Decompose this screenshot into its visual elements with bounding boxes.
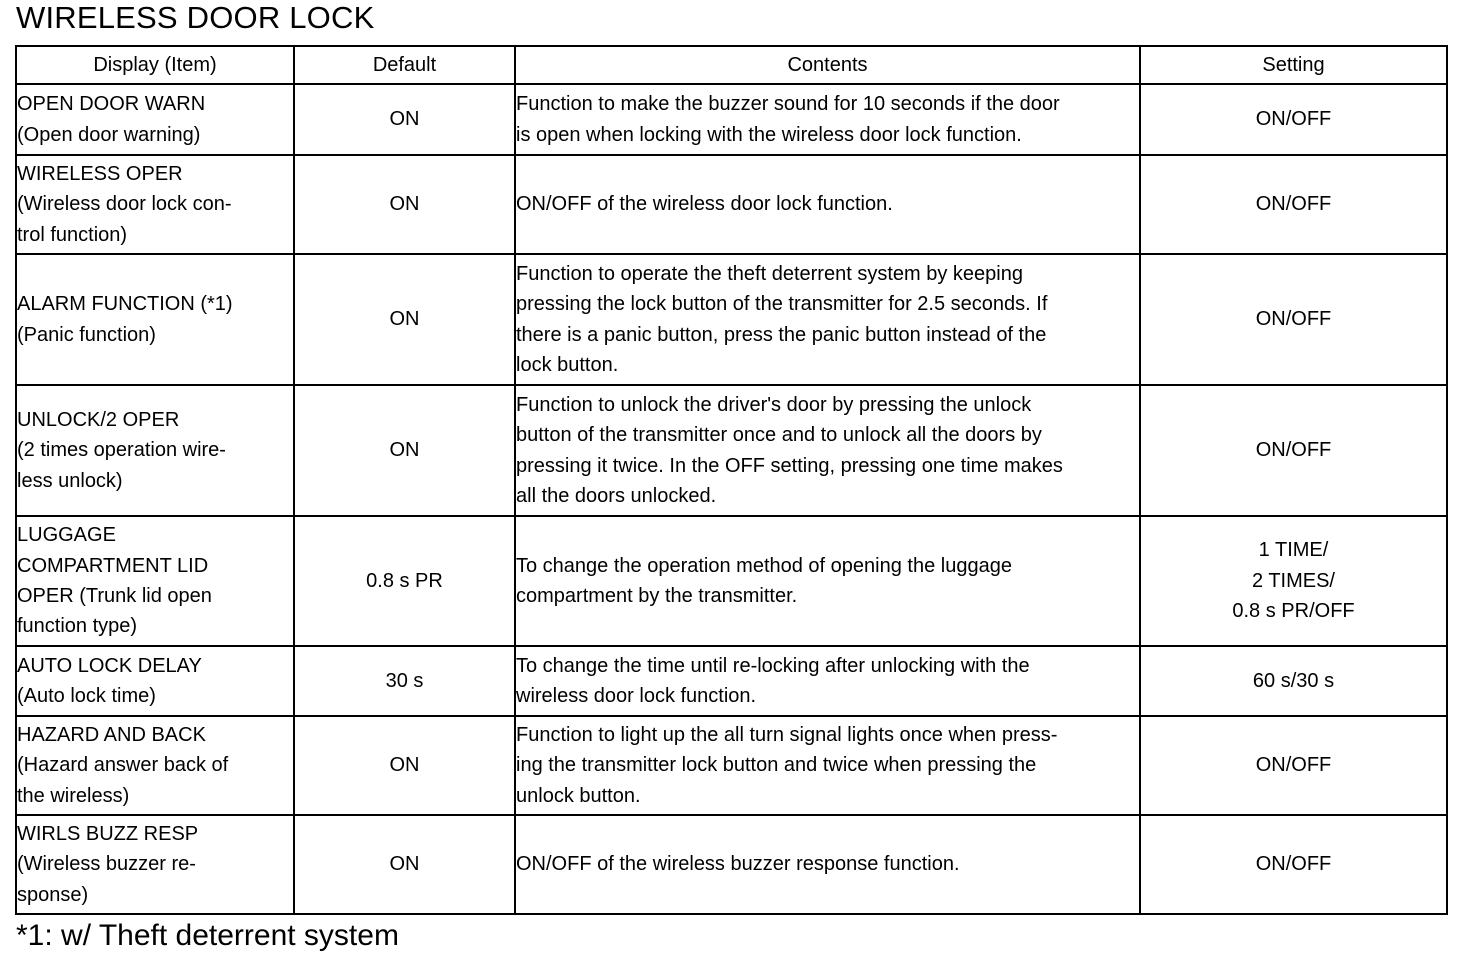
item-cell	[16, 815, 294, 914]
setting-cell-line: 2 TIMES/	[1252, 569, 1335, 592]
contents-cell-line: To change the operation method of opening the luggage	[516, 554, 1012, 577]
contents-cell	[515, 385, 1140, 516]
item-cell	[16, 155, 294, 254]
item-cell-line: (2 times operation wire-	[17, 439, 226, 462]
item-cell-line: WIRELESS OPER	[17, 162, 183, 185]
contents-cell	[515, 254, 1140, 385]
setting-cell	[1140, 716, 1447, 815]
contents-cell	[515, 155, 1140, 254]
item-cell-line: WIRLS BUZZ RESP	[17, 822, 199, 845]
item-cell-line: HAZARD AND BACK	[17, 723, 206, 746]
header-contents: Contents	[515, 46, 1140, 84]
contents-cell-line: Function to operate the theft deterrent system by keeping	[516, 262, 1023, 285]
default-cell: ON	[294, 84, 515, 155]
table-header-row	[16, 46, 1447, 84]
default-cell: ON	[294, 155, 515, 254]
item-cell-line: (Hazard answer back of	[17, 754, 229, 777]
item-cell-line: UNLOCK/2 OPER	[17, 408, 180, 431]
item-cell-line: ALARM FUNCTION (*1)	[17, 293, 233, 316]
contents-cell-line: Function to unlock the driver's door by pressing the unlock	[516, 393, 1032, 416]
contents-cell-line: there is a panic button, press the panic button instead of the	[516, 323, 1047, 346]
item-cell-line: LUGGAGE	[17, 524, 116, 547]
item-cell-line: (Panic function)	[17, 323, 156, 346]
setting-cell-line: ON/OFF	[1255, 754, 1332, 777]
item-cell	[16, 84, 294, 155]
contents-cell-line: lock button.	[516, 353, 619, 376]
contents-cell-line: ON/OFF of the wireless door lock function.	[516, 193, 893, 216]
item-cell-line: OPEN DOOR WARN	[17, 93, 206, 116]
item-cell-line: COMPARTMENT LID	[17, 554, 209, 577]
item-cell-line: (Auto lock time)	[17, 685, 156, 707]
contents-cell-line: ing the transmitter lock button and twice when pressing the	[516, 754, 1037, 777]
item-cell-line: trol function)	[17, 223, 128, 246]
setting-cell-line: ON/OFF	[1255, 193, 1332, 216]
contents-cell-line: unlock button.	[516, 784, 641, 807]
table-row	[16, 385, 1447, 516]
table-row	[16, 516, 1447, 646]
contents-cell	[515, 646, 1140, 716]
item-cell	[16, 716, 294, 815]
contents-cell	[515, 716, 1140, 815]
setting-cell	[1140, 84, 1447, 155]
item-cell-line: less unlock)	[17, 469, 123, 492]
contents-cell-line: compartment by the transmitter.	[516, 585, 798, 607]
setting-cell	[1140, 516, 1447, 646]
table-body	[16, 84, 1447, 914]
setting-cell	[1140, 385, 1447, 516]
table-row	[16, 716, 1447, 815]
page-title: WIRELESS DOOR LOCK	[16, 0, 375, 35]
setting-cell	[1140, 646, 1447, 716]
contents-cell	[515, 84, 1140, 155]
item-cell-line: function type)	[17, 615, 138, 638]
item-cell-line: the wireless)	[17, 784, 130, 807]
table-row	[16, 155, 1447, 254]
item-cell-line: sponse)	[17, 883, 89, 906]
header-setting: Setting	[1140, 46, 1447, 84]
settings-table	[15, 45, 1448, 915]
item-cell-line: (Open door warning)	[17, 123, 201, 146]
setting-cell-line: 1 TIME/	[1258, 539, 1329, 562]
setting-cell	[1140, 815, 1447, 914]
contents-cell	[515, 516, 1140, 646]
setting-cell-line: ON/OFF	[1255, 308, 1332, 331]
header-default: Default	[294, 46, 515, 84]
item-cell	[16, 516, 294, 646]
item-cell	[16, 385, 294, 516]
default-cell: ON	[294, 815, 515, 914]
contents-cell-line: wireless door lock function.	[516, 685, 757, 707]
table-row	[16, 84, 1447, 155]
table-row	[16, 815, 1447, 914]
default-cell: 30 s	[294, 646, 515, 716]
footnote: *1: w/ Theft deterrent system	[16, 919, 399, 952]
item-cell-line: (Wireless buzzer re-	[17, 853, 196, 876]
default-cell: ON	[294, 385, 515, 516]
contents-cell	[515, 815, 1140, 914]
table-row	[16, 254, 1447, 385]
contents-cell-line: all the doors unlocked.	[516, 484, 717, 507]
default-cell: ON	[294, 716, 515, 815]
default-cell: 0.8 s PR	[294, 516, 515, 646]
contents-cell-line: pressing it twice. In the OFF setting, pressing one time makes	[516, 454, 1063, 477]
contents-cell-line: pressing the lock button of the transmitter for 2.5 seconds. If	[516, 293, 1048, 316]
setting-cell	[1140, 254, 1447, 385]
item-cell-line: (Wireless door lock con-	[17, 193, 232, 216]
setting-cell	[1140, 155, 1447, 254]
setting-cell-line: 60 s/30 s	[1252, 669, 1335, 692]
setting-cell-line: ON/OFF	[1255, 108, 1332, 131]
item-cell	[16, 254, 294, 385]
table-row	[16, 646, 1447, 716]
setting-cell-line: 0.8 s PR/OFF	[1232, 600, 1355, 623]
item-cell-line: AUTO LOCK DELAY	[17, 654, 202, 677]
header-display-item: Display (Item)	[16, 46, 294, 84]
setting-cell-line: ON/OFF	[1255, 439, 1332, 462]
contents-cell-line: Function to make the buzzer sound for 10 seconds if the door	[516, 93, 1060, 116]
contents-cell-line: button of the transmitter once and to unlock all the doors by	[516, 424, 1042, 447]
contents-cell-line: To change the time until re-locking after unlocking with the	[516, 654, 1030, 677]
contents-cell-line: ON/OFF of the wireless buzzer response function.	[516, 853, 960, 876]
contents-cell-line: is open when locking with the wireless door lock function.	[516, 123, 1022, 146]
item-cell-line: OPER (Trunk lid open	[17, 585, 212, 607]
contents-cell-line: Function to light up the all turn signal lights once when press-	[516, 723, 1058, 746]
item-cell	[16, 646, 294, 716]
default-cell: ON	[294, 254, 515, 385]
setting-cell-line: ON/OFF	[1255, 853, 1332, 876]
